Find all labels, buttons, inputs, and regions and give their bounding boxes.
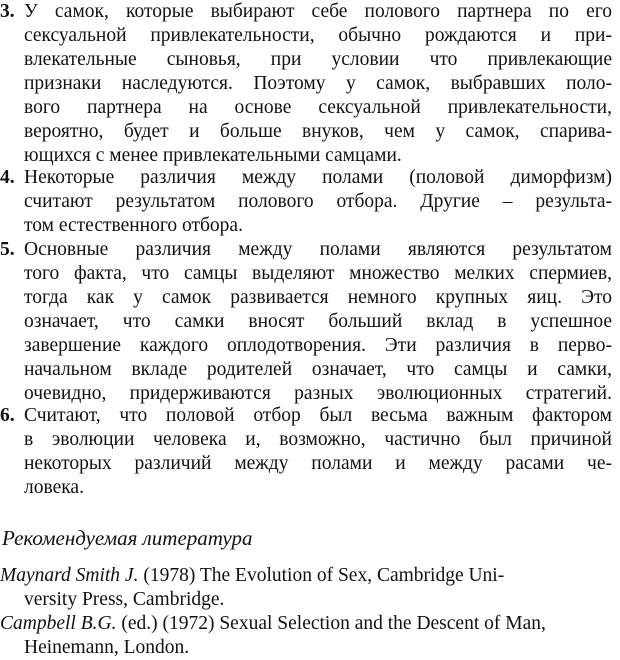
text-line: ющихся с менее привлекательными самцами. [24, 145, 402, 166]
text-line: Некоторые различия между полами (половой диморфизм) [24, 167, 612, 188]
reference-entry [0, 612, 612, 660]
reference-entry [0, 564, 612, 612]
reference-line [0, 612, 612, 636]
text-line: ловека. [24, 477, 84, 498]
text-line: начальном вкладе родителей означает, что самцы и самки, [24, 359, 612, 380]
item-number: 6. [0, 405, 15, 426]
reference-text: (ed.) (1972) Sexual Selection and the Descent of Man, [116, 613, 546, 634]
list-item-5 [0, 238, 612, 406]
item-number: 5. [0, 239, 15, 260]
text-line: некоторых различий между полами и между расами че- [24, 453, 612, 474]
reference-line: Heinemann, London. [24, 637, 190, 658]
reference-line [0, 564, 612, 588]
text-line: вероятно, будет и больше внуков, чем у самок, спарива- [24, 121, 612, 142]
text-line: очевидно, придерживаются разных эволюционных стратегий. [24, 383, 612, 404]
text-line: Основные различия между полами являются результатом [24, 239, 612, 260]
text-line: считают результатом полового отбора. Другие – результа- [24, 191, 612, 212]
text-line: влекательные сыновья, при условии что привлекающие [24, 49, 612, 70]
text-line: завершение каждого оплодотворения. Эти различия в перво- [24, 335, 612, 356]
list-item-4 [0, 166, 612, 238]
reference-author: Campbell B.G. [0, 613, 117, 634]
reference-line: versity Press, Cambridge. [24, 589, 225, 610]
text-line: признаки наследуются. Поэтому у самок, выбравших поло- [24, 73, 612, 94]
text-line: в эволюции человека и, возможно, частично был причиной [24, 429, 612, 450]
text-line: У самок, которые выбирают себе полового партнера по его [24, 1, 612, 22]
text-line: тогда как у самок развивается немного крупных яиц. Это [24, 287, 612, 308]
item-number: 3. [0, 1, 15, 22]
text-line: означает, что самки вносят больший вклад в успешное [24, 311, 612, 332]
reference-author: Maynard Smith J. [0, 565, 139, 586]
list-item-3 [0, 0, 612, 168]
text-line: того факта, что самцы выделяют множество мелких спермиев, [24, 263, 612, 284]
text-line: том естественного отбора. [24, 215, 243, 236]
reference-text: (1978) The Evolution of Sex, Cambridge Uni- [138, 565, 505, 586]
list-item-6 [0, 404, 612, 500]
text-line: вого партнера на основе сексуальной привлекательности, [24, 97, 612, 118]
item-number: 4. [0, 167, 15, 188]
text-line: Считают, что половой отбор был весьма важным фактором [24, 405, 612, 426]
text-line: сексуальной привлекательности, обычно рождаются и при- [24, 25, 612, 46]
section-heading: Рекомендуемая литература [2, 526, 253, 550]
